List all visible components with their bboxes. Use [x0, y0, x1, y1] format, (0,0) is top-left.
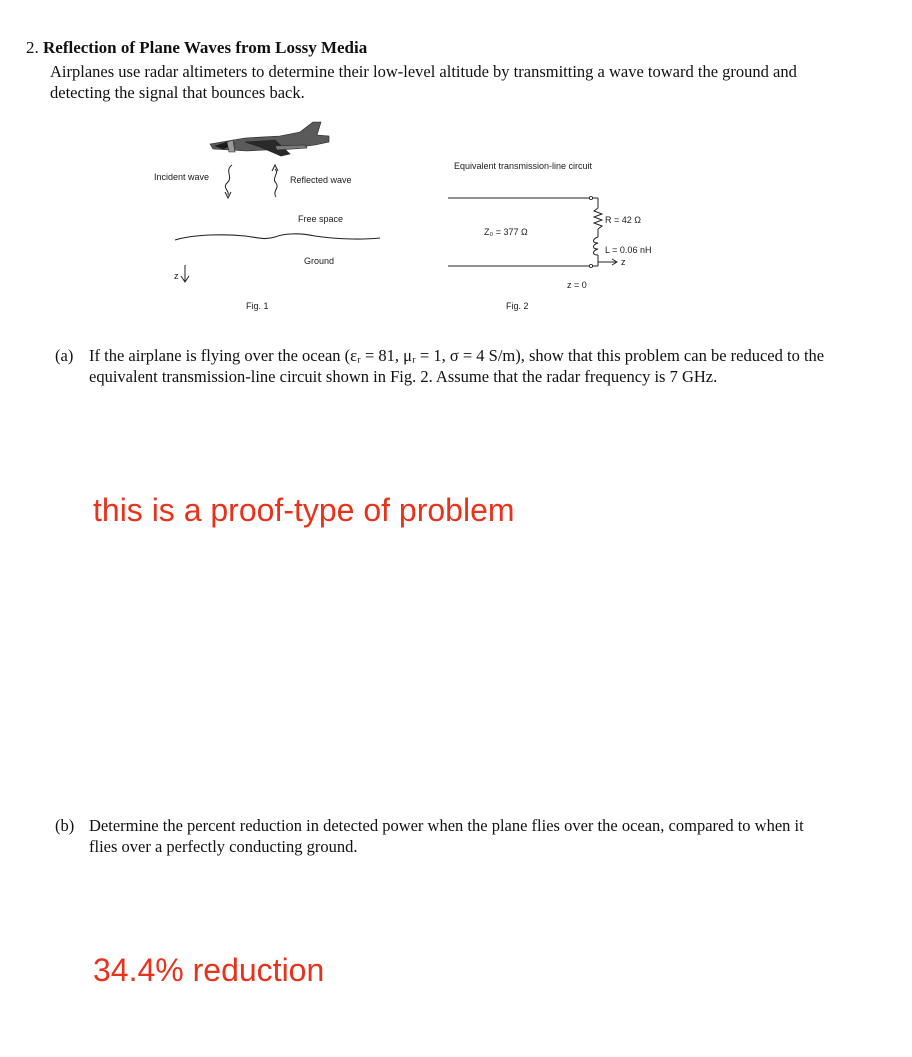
part-a-label: (a)	[55, 346, 74, 365]
incident-wave-label: Incident wave	[154, 172, 210, 182]
z0-label: Z₀ = 377 Ω	[484, 227, 528, 237]
resistor-symbol	[594, 208, 602, 229]
problem-heading	[26, 38, 367, 58]
part-a-text: If the airplane is flying over the ocean (εᵣ = 81, μᵣ = 1, σ = 4 S/m), show that this problem can be reduced to the equivalent transmission-line circuit shown in Fig. 2. Assume that the radar frequency is 7 GHz.	[89, 346, 825, 386]
problem-title: Reflection of Plane Waves from Lossy Media	[43, 38, 368, 57]
jet-airplane-icon	[210, 122, 329, 156]
fig1-caption: Fig. 1	[246, 301, 269, 311]
inductance-label: L = 0.06 nH	[605, 245, 652, 255]
inductor-symbol	[594, 237, 599, 255]
z-axis-label: z	[174, 271, 179, 281]
part-b	[55, 815, 825, 857]
transmission-line-circuit	[448, 190, 638, 280]
ground-label: Ground	[304, 256, 335, 266]
part-b-text: Determine the percent reduction in detected power when the plane flies over the ocean, compared to when it flies over a perfectly conducting ground.	[89, 816, 804, 856]
resistance-label: R = 42 Ω	[605, 215, 641, 225]
fig2-caption: Fig. 2	[506, 301, 529, 311]
ground-surface-line	[175, 228, 380, 248]
part-b-label: (b)	[55, 816, 75, 835]
reflected-wave-label: Reflected wave	[290, 175, 352, 185]
z-arrow-label: z	[621, 257, 626, 267]
problem-intro: Airplanes use radar altimeters to determine their low-level altitude by transmitting a wave toward the ground and detecting the signal that bounces back.	[50, 62, 797, 102]
free-space-label: Free space	[298, 214, 344, 224]
part-b-answer: 34.4% reduction	[93, 952, 325, 988]
problem-number: 2.	[26, 38, 39, 57]
part-a-answer: this is a proof-type of problem	[93, 492, 515, 528]
fig2-title: Equivalent transmission-line circuit	[454, 161, 593, 171]
z-zero-label: z = 0	[567, 280, 587, 290]
airplane-drawing	[205, 118, 335, 163]
reflected-wave-arrow	[268, 163, 282, 199]
incident-wave-arrow	[222, 163, 236, 199]
z-axis-down-arrow	[180, 264, 190, 284]
part-a	[55, 345, 825, 387]
